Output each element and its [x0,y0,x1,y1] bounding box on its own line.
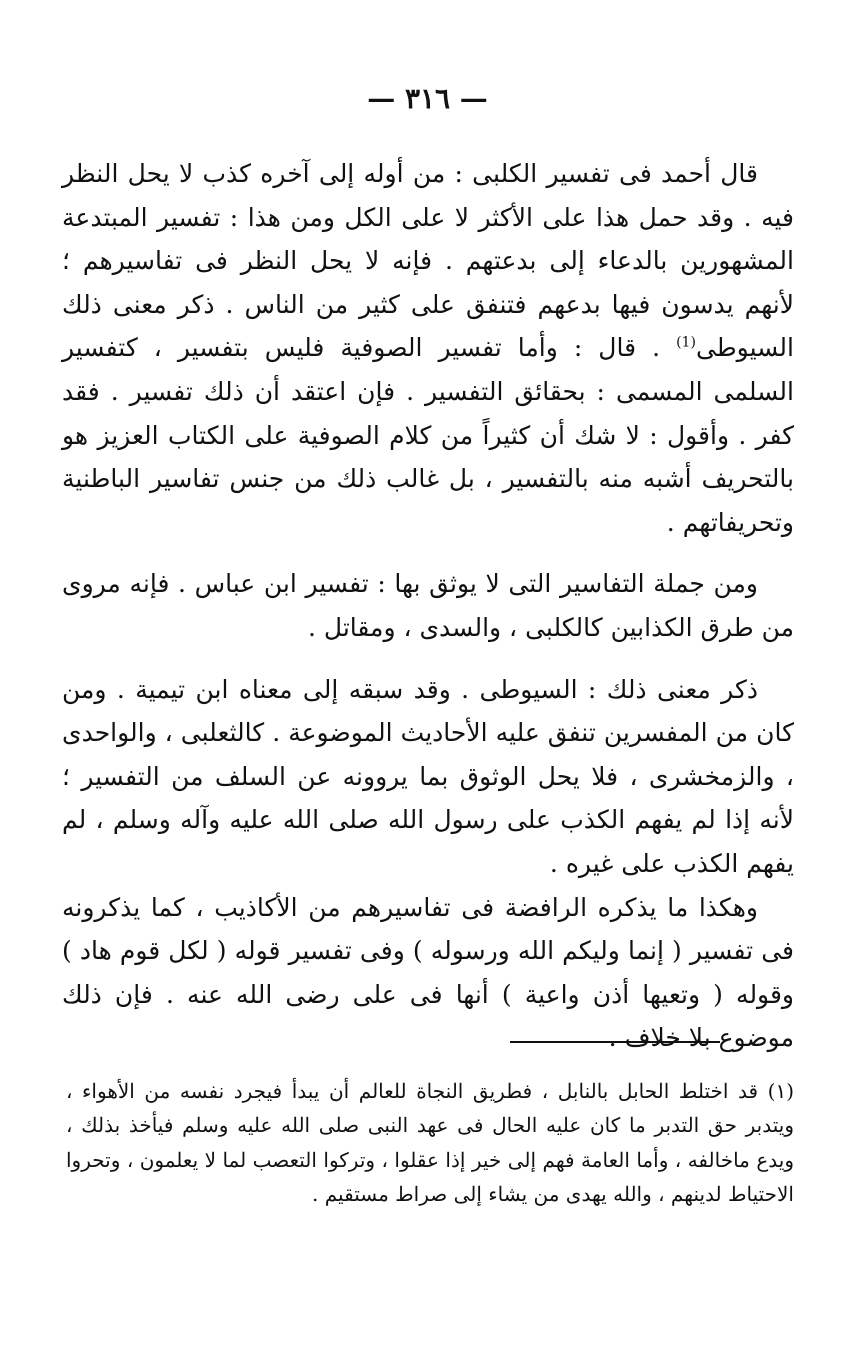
footnote-divider [510,1041,720,1043]
paragraph-2: ومن جملة التفاسير التى لا يوثق بها : تفسير ابن عباس . فإنه مروى من طرق الكذابين كالكلبى ، والسدى ، ومقاتل . [62,569,794,642]
paragraph-4: وهكذا ما يذكره الرافضة فى تفاسيرهم من الأكاذيب ، كما يذكرونه فى تفسير ( إنما وليكم الله ورسوله ) وفى تفسير قوله ( لكل قوم هاد ) وقوله ( وتعيها أذن واعية ) أنها فى على رضى الله عنه . فإن ذلك موضوع بلا خلاف . [62,892,794,1053]
footnote-reference: (1) [676,335,696,352]
page-number: — ٣١٦ — [367,82,488,115]
footnote-marker: (١) [767,1079,795,1103]
paragraph-1 [62,152,794,544]
paragraph-3: ذكر معنى ذلك : السيوطى . وقد سبقه إلى معناه ابن تيمية . ومن كان من المفسرين تنفق عليه الأحاديث الموضوعة . كالثعلبى ، والواحدى ، والزمخشرى ، فلا يحل الوثوق بما يروونه عن السلف من التفسير ؛ لأنه إذا لم يفهم الكذب على رسول الله صلى الله عليه وآله وسلم ، لم يفهم الكذب على غيره . [62,674,794,878]
paragraph-1-tail: . قال : وأما تفسير الصوفية فليس بتفسير ، كتفسير السلمى المسمى : بحقائق التفسير . فإن اعتقد أن ذلك تفسير . فقد كفر . وأقول : لا شك أن كثيراً من كلام الصوفية على الكتاب العزيز هو بالتحريف أشبه منه بالتفسير ، بل غالب ذلك من جنس تفاسير الباطنية وتحريفاتهم . [62,333,794,537]
main-text [62,152,794,1060]
footnote-text: قد اختلط الحابل بالنابل ، فطريق النجاة للعالم أن يبدأ فيجرد نفسه من الأهواء ، ويتدبر حق التدبر ما كان عليه الحال فى عهد النبى صلى الله عليه وسلم فيأخذ بذلك ، ويدع ماخالفه ، وأما العامة فهم إلى خير إذا عقلوا ، وتركوا التعصب لما لا يعلمون ، وتحروا الاحتياط لدينهم ، والله يهدى من يشاء إلى صراط مستقيم . [66,1079,794,1207]
paragraph-1-text: قال أحمد فى تفسير الكلبى : من أوله إلى آخره كذب لا يحل النظر فيه . وقد حمل هذا على الأكثر لا على الكل ومن هذا : تفسير المبتدعة المشهورين بالدعاء إلى بدعتهم . فإنه لا يحل النظر فى تفاسيرهم ؛ لأنهم يدسون فيها بدعهم فتنفق على كثير من الناس . ذكر معنى ذلك السيوطى [62,159,794,363]
footnote [66,1074,794,1212]
